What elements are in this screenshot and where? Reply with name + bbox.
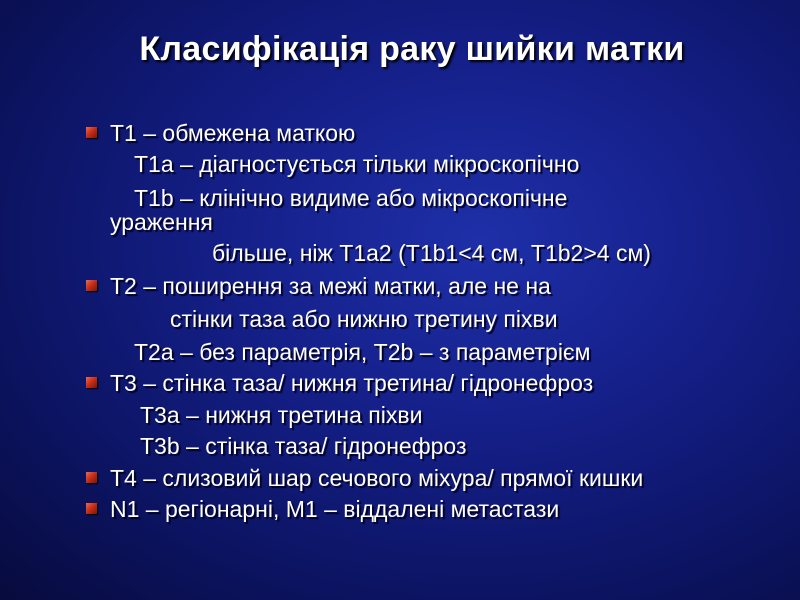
list-item-continuation: ураження xyxy=(110,209,213,235)
square-bullet-icon xyxy=(86,472,97,483)
list-item-continuation: стінки таза або нижню третину піхви xyxy=(170,306,558,332)
list-item-continuation: Т2а – без параметрія, Т2b – з параметрієм xyxy=(134,339,591,365)
square-bullet-icon xyxy=(86,377,97,388)
square-bullet-icon xyxy=(86,127,97,138)
list-item: N1 – регіонарні, М1 – віддалені метастази xyxy=(110,496,560,522)
list-item-continuation: Т1b – клінічно видиме або мікроскопічне xyxy=(134,185,568,211)
slide-title: Класифікація раку шийки матки xyxy=(139,30,685,68)
square-bullet-icon xyxy=(86,280,97,291)
list-item: Т4 – слизовий шар сечового міхура/ прямої кишки xyxy=(110,465,644,491)
list-item: Т1 – обмежена маткою xyxy=(110,120,356,146)
list-item-continuation: Т1а – діагностується тільки мікроскопічно xyxy=(134,151,580,177)
list-item-continuation: Т3а – нижня третина піхви xyxy=(140,402,423,428)
list-item-continuation: Т3b – стінка таза/ гідронефроз xyxy=(140,433,467,459)
list-item: Т2 – поширення за межі матки, але не на xyxy=(110,273,551,299)
list-item-continuation: більше, ніж Т1а2 (Т1b1<4 см, Т1b2>4 см) xyxy=(212,240,651,266)
square-bullet-icon xyxy=(86,503,97,514)
list-item: Т3 – стінка таза/ нижня третина/ гідронефроз xyxy=(110,370,594,396)
